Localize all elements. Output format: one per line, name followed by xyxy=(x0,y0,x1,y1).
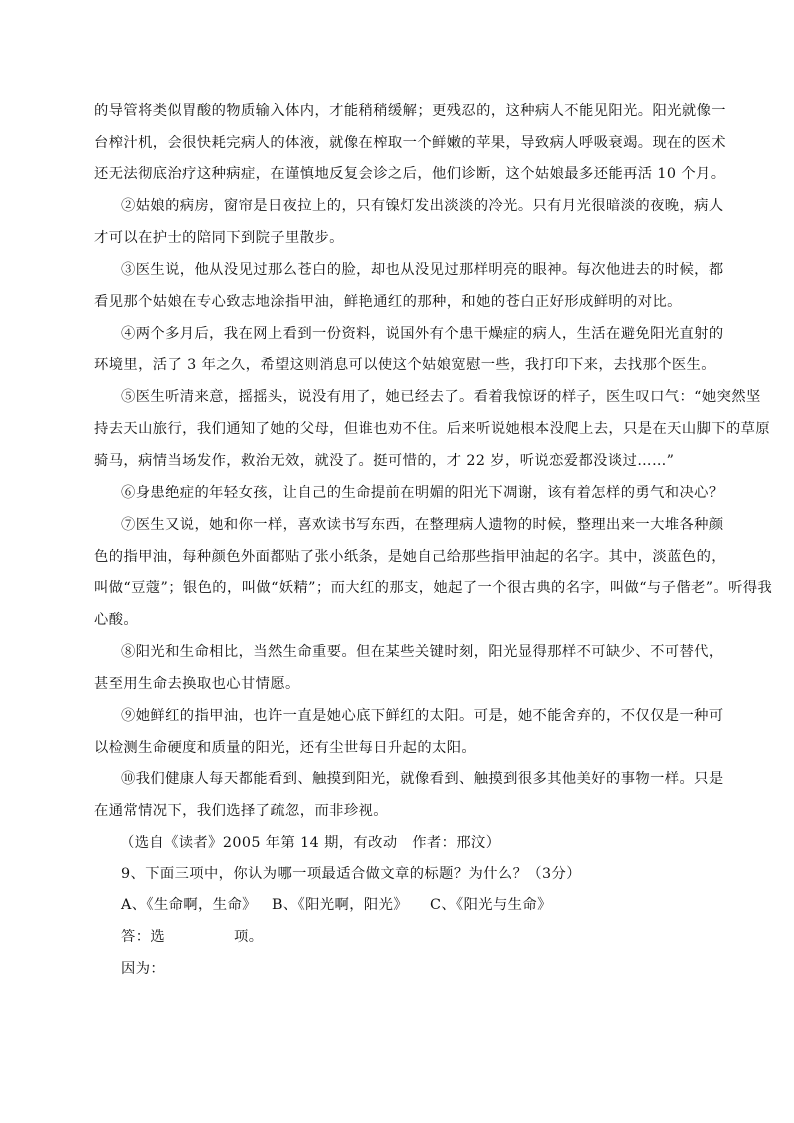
answer-prefix: 答：选 xyxy=(121,929,166,945)
text-line: 心酸。 xyxy=(94,612,139,628)
source-citation: （选自《读者》2005 年第 14 期，有改动 作者：邢汶） xyxy=(120,835,501,851)
text-line: 持去天山旅行，我们通知了她的父母，但谁也劝不住。后来听说她根本没爬上去，只是在天山脚下的草原 xyxy=(94,421,771,437)
text-line: 台榨汁机，会很快耗完病人的体液，就像在榨取一个鲜嫩的苹果，导致病人呼吸衰竭。现在的医术 xyxy=(94,135,726,151)
text-line: 在通常情况下，我们选择了疏忽，而非珍视。 xyxy=(94,803,388,819)
paragraph-4-line: ④两个多月后，我在网上看到一份资料，说国外有个患干燥症的病人，生活在避免阳光直射的 xyxy=(121,326,724,342)
option-b: B、《阳光啊，阳光》 xyxy=(272,897,409,913)
paragraph-9-line: ⑨她鲜红的指甲油，也许一直是她心底下鲜红的太阳。可是，她不能舍弃的，不仅仅是一种可 xyxy=(121,708,724,724)
paragraph-7-line: ⑦医生又说，她和你一样，喜欢读书写东西，在整理病人遗物的时候，整理出来一大堆各种颜 xyxy=(121,517,724,533)
paragraph-10-line: ⑩我们健康人每天都能看到、触摸到阳光，就像看到、触摸到很多其他美好的事物一样。只是 xyxy=(121,771,724,787)
text-line: 以检测生命硬度和质量的阳光，还有尘世每日升起的太阳。 xyxy=(94,740,477,756)
paragraph-5-line: ⑤医生听清来意，摇摇头，说没有用了，她已经去了。看着我惊讶的样子，医生叹口气：“她突然坚 xyxy=(121,389,761,405)
text-line: 色的指甲油，每种颜色外面都贴了张小纸条，是她自己给那些指甲油起的名字。其中，淡蓝色的， xyxy=(94,549,726,565)
text-line: 环境里，活了 3 年之久，希望这则消息可以使这个姑娘宽慰一些，我打印下来，去找那个医生。 xyxy=(94,357,716,373)
answer-suffix: 项。 xyxy=(234,929,264,945)
option-a: A、《生命啊，生命》 xyxy=(121,897,257,913)
text-line: 骑马，病情当场发作，救治无效，就没了。挺可惜的，才 22 岁，听说恋爱都没谈过……” xyxy=(94,453,675,469)
paragraph-3-line: ③医生说，他从没见过那么苍白的脸，却也从没见过那样明亮的眼神。每次他进去的时候，都 xyxy=(121,262,724,278)
text-line: 的导管将类似胃酸的物质输入体内，才能稍稍缓解；更残忍的，这种病人不能见阳光。阳光就像一 xyxy=(94,103,726,119)
paragraph-6-line: ⑥身患绝症的年轻女孩，让自己的生命提前在明媚的阳光下凋谢，该有着怎样的勇气和决心？ xyxy=(121,485,724,501)
text-line: 看见那个姑娘在专心致志地涂指甲油，鲜艳通红的那种，和她的苍白正好形成鲜明的对比。 xyxy=(94,294,682,310)
text-line: 叫做“豆蔻”；银色的，叫做“妖精”；而大红的那支，她起了一个很古典的名字，叫做“与子偕老”。听得我 xyxy=(94,580,773,596)
question-stem: 9、下面三项中，你认为哪一项最适合做文章的标题？为什么？（3分） xyxy=(121,866,581,882)
text-line: 还无法彻底治疗这种病症，在谨慎地反复会诊之后，他们诊断，这个姑娘最多还能再活 10 个月。 xyxy=(94,166,726,182)
paragraph-2-line: ②姑娘的病房，窗帘是日夜拉上的，只有镍灯发出淡淡的冷光。只有月光很暗淡的夜晚，病人 xyxy=(121,198,724,214)
reason-label: 因为： xyxy=(121,961,166,977)
option-c: C、《阳光与生命》 xyxy=(430,897,552,913)
text-line: 甚至用生命去换取也心甘情愿。 xyxy=(94,676,300,692)
text-line: 才可以在护士的陪同下到院子里散步。 xyxy=(94,230,344,246)
paragraph-8-line: ⑧阳光和生命相比，当然生命重要。但在某些关键时刻，阳光显得那样不可缺少、不可替代， xyxy=(121,644,724,660)
